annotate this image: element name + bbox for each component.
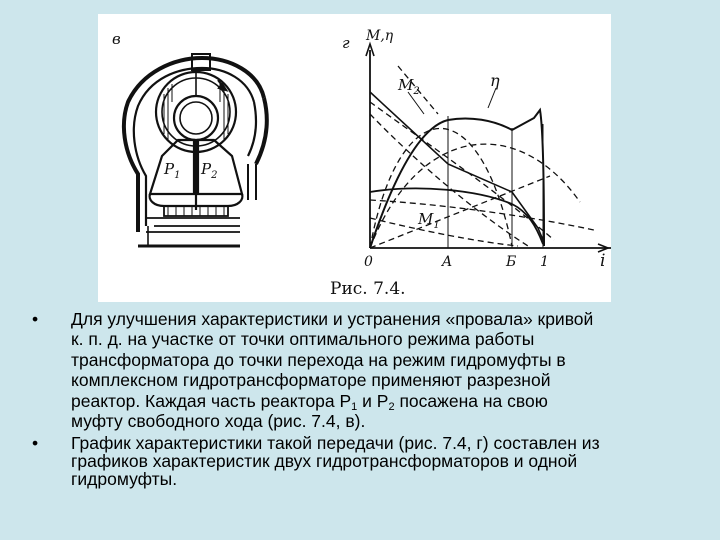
bullet-line: гидромуфты. [71, 469, 178, 490]
bullet-item [30, 434, 700, 488]
bullet-line: График характеристики такой передачи (рис. 7.4, г) составлен из [71, 433, 600, 454]
bullet-line: муфту свободного хода (рис. 7.4, в). [71, 411, 366, 432]
bullet-line: Для улучшения характеристики и устранения «провала» кривой [71, 309, 594, 329]
label-v: в [112, 30, 121, 48]
bullet-item [30, 309, 700, 431]
label-p1: $P_1$ [164, 160, 181, 181]
bullet-line: графиков характеристик двух гидротрансформаторов и одной [71, 451, 578, 472]
torque-converter-drawing [124, 54, 267, 246]
curve-label-eta: η [490, 71, 500, 90]
figure-panel [98, 14, 611, 302]
bullet-marker: • [32, 309, 39, 329]
curve-m2-dashed-b [370, 114, 528, 246]
bullet-line: реактор. Каждая часть реактора $Р_1$ и $Р_2$ посажена на свою [71, 390, 548, 413]
label-p2: $P_2$ [201, 160, 218, 181]
curve-m2-solid [370, 92, 543, 240]
figure-caption: Рис. 7.4. [330, 279, 406, 299]
bullet-line: трансформатора до точки перехода на режим гидромуфты в [71, 349, 566, 370]
curve-m1-solid [370, 188, 543, 244]
curve-eta-solid [370, 110, 544, 248]
x-axis-label: i [600, 251, 606, 271]
tick-b: Б [506, 254, 517, 270]
bullet-marker: • [32, 433, 39, 454]
bullet-list [30, 309, 700, 488]
tick-0: 0 [364, 254, 373, 270]
curve-low-dashed [370, 218, 518, 246]
curve-label-m1: $M_1$ [418, 210, 440, 231]
bullet-line: к. п. д. на участке от точки оптимального режима работы [71, 329, 535, 350]
curve-eta-dashed-a [370, 144, 580, 248]
y-axis-label: M,η [366, 28, 394, 44]
tick-a: A [442, 254, 453, 270]
curve-eta-dashed-b [370, 128, 512, 248]
curve-label-m2: $M_2$ [398, 76, 420, 97]
tick-1: 1 [540, 254, 549, 270]
bullet-line: комплексном гидротрансформаторе применяют разрезной [71, 370, 551, 391]
label-g: г [342, 34, 350, 52]
figure-svg [98, 14, 611, 302]
